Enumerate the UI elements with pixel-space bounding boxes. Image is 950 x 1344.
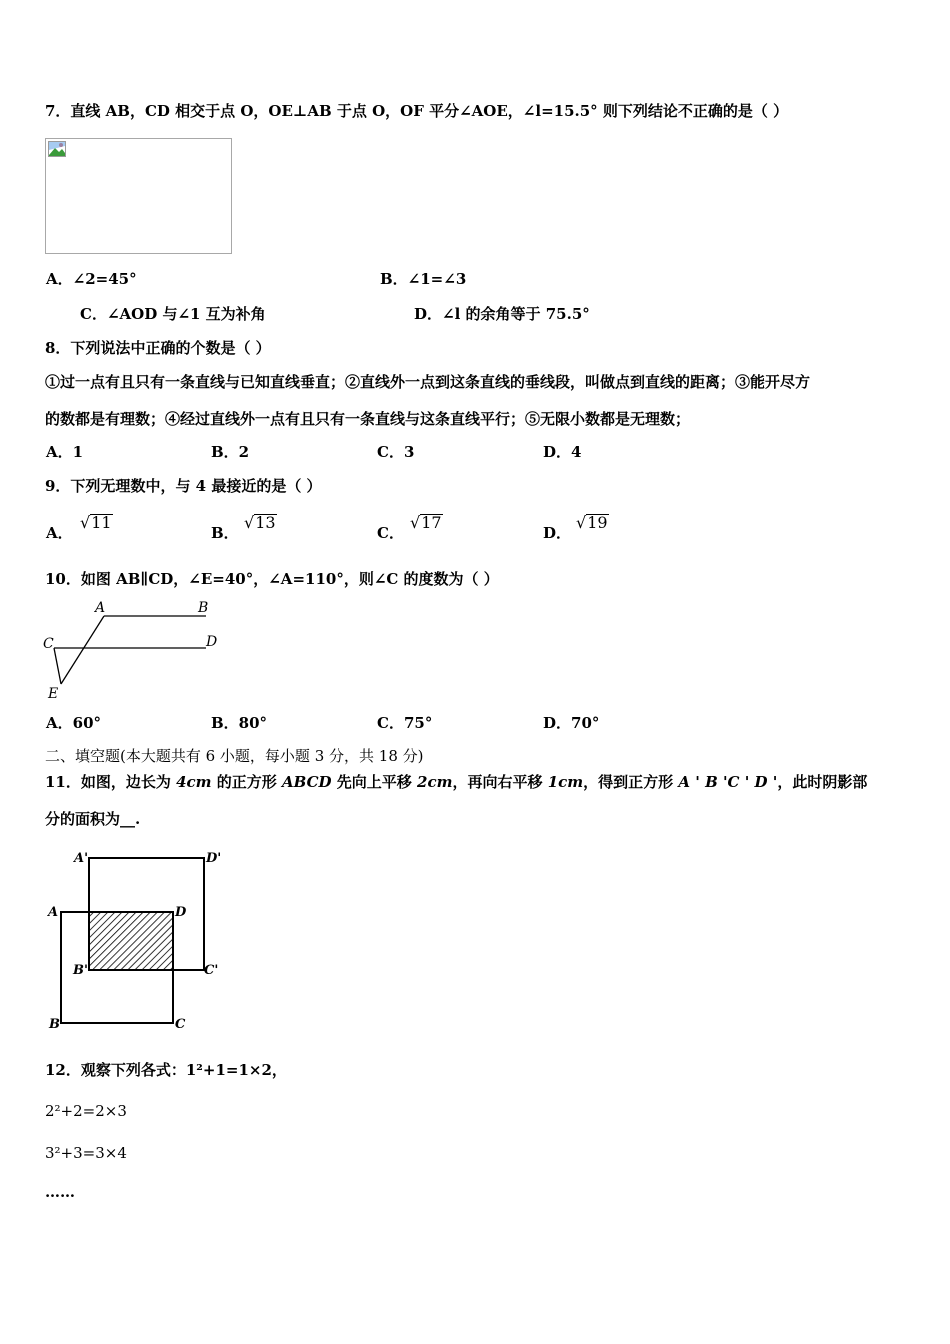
label-b: B xyxy=(49,1017,60,1032)
q11-text-4: ，再向右平移 xyxy=(452,773,548,791)
broken-image-icon xyxy=(48,141,66,157)
label-c-prime: C' xyxy=(204,963,219,978)
q11-stem-line1 xyxy=(45,772,867,792)
label-a-prime: A' xyxy=(74,851,89,866)
q8-option-c: C．3 xyxy=(377,443,415,461)
q11-text-6: ，此时阴影部 xyxy=(777,773,868,791)
q10-figure xyxy=(40,596,225,704)
q9-option-a-label: A． xyxy=(46,524,73,542)
label-c: C xyxy=(175,1017,186,1032)
label-a: A xyxy=(48,905,59,920)
q9-option-a-value: √11 xyxy=(80,513,112,532)
q8-line2: 的数都是有理数；④经过直线外一点有且只有一条直线与这条直线平行；⑤无限小数都是无理数； xyxy=(45,410,691,428)
q11-square-name: ABCD xyxy=(282,773,332,791)
q10-option-b: B．80° xyxy=(211,714,268,732)
q12-line3: 3²+3=3×4 xyxy=(45,1144,127,1162)
q12-line2: 2²+2=2×3 xyxy=(45,1102,127,1120)
q11-stem-line2: 分的面积为__. xyxy=(45,810,141,828)
q8-option-a: A．1 xyxy=(46,443,84,461)
q11-text-5: ，得到正方形 xyxy=(583,773,679,791)
q9-option-b-value: √13 xyxy=(244,513,276,532)
q8-line1: ①过一点有且只有一条直线与已知直线垂直；②直线外一点到这条直线的垂线段，叫做点到直线的距离；③能开尽方 xyxy=(45,373,811,391)
q9-option-c-label: C． xyxy=(377,524,404,542)
q9-option-a-radicand: 11 xyxy=(91,513,112,532)
q11-square2-name: A ' B 'C ' D ' xyxy=(678,773,778,791)
label-d: D xyxy=(206,634,218,650)
q9-option-c-value: √17 xyxy=(410,513,442,532)
q10-option-d: D．70° xyxy=(543,714,600,732)
label-e: E xyxy=(48,686,59,702)
broken-image-placeholder xyxy=(45,138,232,254)
q11-length: 4cm xyxy=(176,773,212,791)
q10-option-a: A．60° xyxy=(46,714,102,732)
q8-option-d: D．4 xyxy=(543,443,582,461)
label-b-prime: B' xyxy=(73,963,88,978)
q11-text-3: 先向上平移 xyxy=(331,773,418,791)
q7-option-d: D．∠l 的余角等于 75.5° xyxy=(414,305,590,323)
label-b: B xyxy=(198,600,209,616)
q7-stem: 7．直线 AB，CD 相交于点 O，OE⊥AB 于点 O，OF 平分∠AOE，∠l=15.5° 则下列结论不正确的是（ ） xyxy=(45,102,789,120)
line-ce xyxy=(54,648,61,684)
q11-text-2: 的正方形 xyxy=(211,773,283,791)
q9-option-c-radicand: 17 xyxy=(421,513,442,532)
q11-figure xyxy=(40,845,230,1035)
q8-stem: 8．下列说法中正确的个数是（ ） xyxy=(45,339,271,357)
q12-stem: 12．观察下列各式：1²+1=1×2， xyxy=(45,1061,287,1079)
section-2-heading: 二、填空题(本大题共有 6 小题，每小题 3 分，共 18 分) xyxy=(45,747,424,765)
shaded-overlap xyxy=(89,912,173,970)
label-c: C xyxy=(43,636,54,652)
q9-option-d-radicand: 19 xyxy=(587,513,608,532)
line-ae xyxy=(61,616,104,684)
q7-option-b: B．∠1=∠3 xyxy=(380,270,467,288)
q11-shift-up: 2cm xyxy=(417,773,453,791)
q9-option-b-radicand: 13 xyxy=(255,513,276,532)
q10-stem: 10．如图 AB∥CD，∠E=40°，∠A=110°，则∠C 的度数为（ ） xyxy=(45,570,499,588)
q11-text-1: 11．如图，边长为 xyxy=(45,773,177,791)
label-d: D xyxy=(175,905,187,920)
q12-ellipsis: …… xyxy=(45,1183,75,1201)
q9-option-d-label: D． xyxy=(543,524,572,542)
q9-stem: 9．下列无理数中，与 4 最接近的是（ ） xyxy=(45,477,322,495)
q8-option-b: B．2 xyxy=(211,443,250,461)
q10-option-c: C．75° xyxy=(377,714,433,732)
q9-option-d-value: √19 xyxy=(576,513,608,532)
q11-shift-right: 1cm xyxy=(547,773,584,791)
q7-option-c: C．∠AOD 与∠1 互为补角 xyxy=(80,305,266,323)
label-d-prime: D' xyxy=(206,851,222,866)
q9-option-b-label: B． xyxy=(211,524,239,542)
q7-option-a: A．∠2=45° xyxy=(46,270,137,288)
label-a: A xyxy=(95,600,106,616)
